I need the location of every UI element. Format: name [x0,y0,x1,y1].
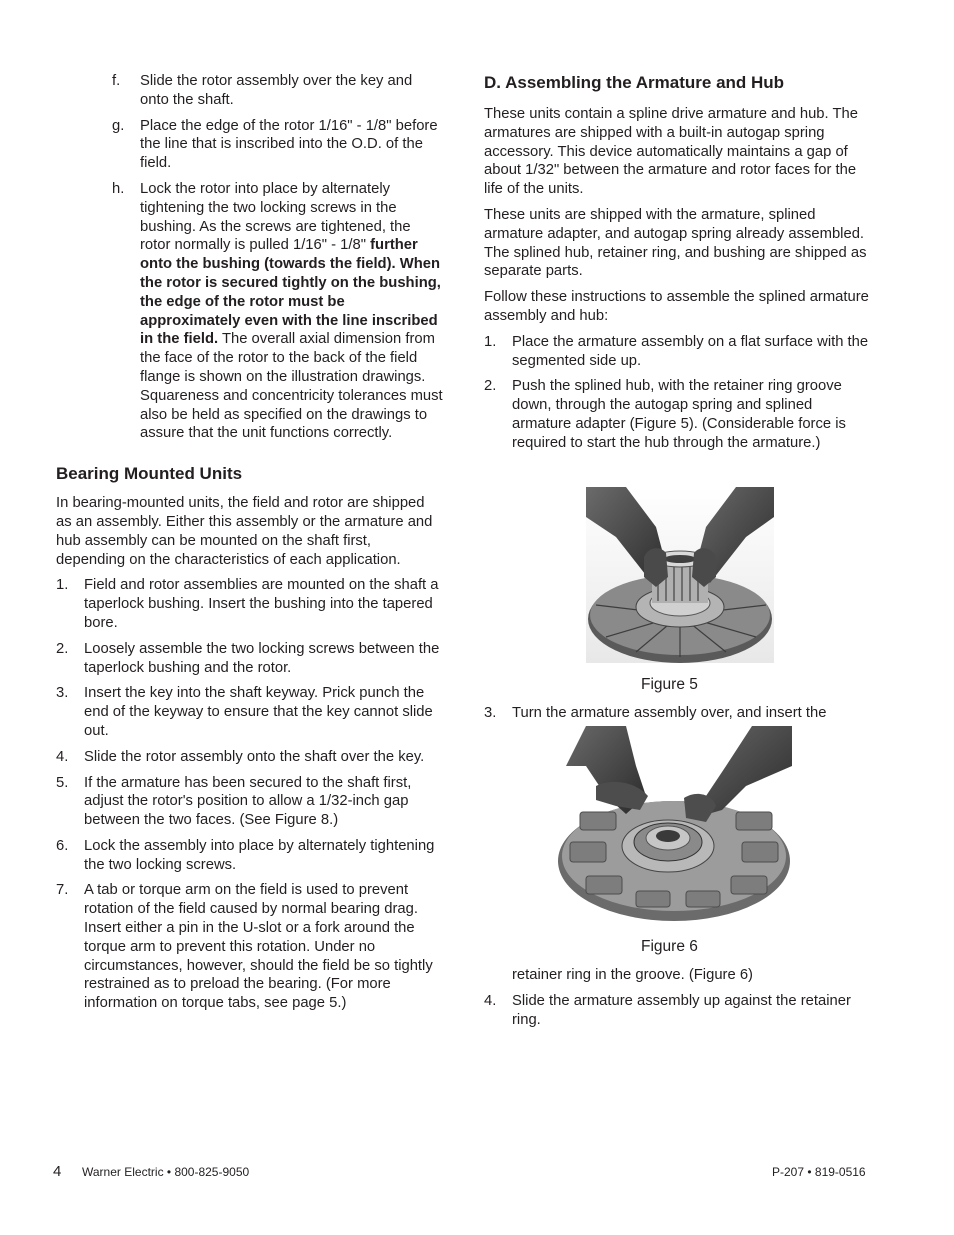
list-item [484,704,874,723]
list-item [56,748,444,767]
step-number: 1. [56,577,69,594]
list-item [56,774,444,830]
step-number: 3. [484,705,497,721]
step-number: 4. [484,992,497,1009]
intro-paragraph: In bearing-mounted units, the field and rotor are shipped as an assembly. Either this assembly or the armature and hub assembly can be mounted on the shaft first, depending on the characteristics of each application. [56,495,433,568]
step-text: Lock the rotor into place by alternately tightening the two locking screws in the bushing. As the screws are tightened, the rotor normally is pulled 1/16" - 1/8" [140,180,411,254]
step-text: Slide the rotor assembly onto the shaft over the key. [84,748,425,765]
list-item [112,72,444,110]
step-text: Slide the rotor assembly over the key and onto the shaft. [140,73,413,108]
list-item [56,684,444,740]
list-item [112,180,444,443]
armature-hub-illustration [586,487,774,663]
step-3-continuation [484,966,874,1036]
list-item [484,333,874,371]
step-text: Turn the armature assembly over, and insert the [512,705,827,721]
figure-5-caption: Figure 5 [641,676,698,693]
step-text: Lock the assembly into place by alternately tightening the two locking screws. [84,837,435,873]
list-item [56,881,444,1013]
step-label: f. [112,73,121,89]
step-text: Slide the armature assembly up against the retainer ring. [512,992,851,1028]
figure-5-photo [586,487,774,663]
paragraph: These units are shipped with the armature, splined armature adapter, and autogap spring already assembled. The splined hub, retainer ring, and bushing are shipped as separate parts. [484,206,867,280]
footer-company: Warner Electric • 800-825-9050 [82,1165,250,1179]
step-number: 1. [484,333,497,350]
list-item [112,117,444,173]
step-text: A tab or torque arm on the field is used to prevent rotation of the field caused by normal bearing drag. Insert either a pin in the U-slot or a fork around the torque arm to prevent this rotation. Under no circumstances, however, should the field be so tightly restrained as to preload the bearing. (For more information on torque tabs, see page 5.) [84,882,433,1012]
figure-6-photo [556,726,792,922]
left-column [56,72,444,1020]
list-item [56,837,444,875]
list-item [56,640,444,678]
list-item [484,377,874,452]
step-text: Field and rotor assemblies are mounted on the shaft a taperlock bushing. Insert the bushing into the tapered bore. [84,577,439,631]
figure-6-caption: Figure 6 [641,938,698,955]
step-text: retainer ring in the groove. (Figure 6) [512,967,753,983]
step-text: Loosely assemble the two locking screws between the taperlock bushing and the rotor. [84,640,440,676]
step-text: The overall axial dimension from the face of the rotor to the back of the field flange is shown on the illustration drawings. Squareness and concentricity tolerances must also be held as specified on the drawings to assure that the unit functions correctly. [140,331,443,442]
retainer-ring-illustration [556,726,792,922]
right-column [484,72,874,460]
step-label: h. [112,180,125,197]
step-label: g. [112,117,125,134]
footer-doc-code: P-207 • 819-0516 [772,1165,866,1179]
step-text: Place the armature assembly on a flat surface with the segmented side up. [512,333,869,369]
step-number: 5. [56,774,69,791]
step-number: 2. [484,378,497,395]
step-text: Place the edge of the rotor 1/16" - 1/8" before the line that is inscribed into the O.D. of the field. [140,117,438,172]
step-text: Insert the key into the shaft keyway. Prick punch the end of the keyway to ensure that the key cannot slide out. [84,685,433,739]
step-number: 7. [56,882,69,899]
paragraph: These units contain a spline drive armature and hub. The armatures are shipped with a built-in autogap spring accessory. This device automatically maintains a gap of about 1/32" between the armature and rotor faces for the life of the units. [484,106,858,198]
step-number: 2. [56,640,69,657]
step-text: Push the splined hub, with the retainer ring groove down, through the autogap spring and splined armature adapter (Figure 5). (Considerable force is required to start the hub through the armature.) [512,378,846,451]
step-3-line [484,704,874,723]
lettered-steps [56,72,444,443]
step-text: If the armature has been secured to the shaft first, adjust the rotor's position to allow a 1/32-inch gap between the two faces. (See Figure 8.) [84,774,412,829]
section-heading: D. Assembling the Armature and Hub [484,73,785,92]
list-item [56,576,444,632]
section-heading: Bearing Mounted Units [56,464,243,484]
page-number: 4 [53,1163,62,1180]
list-item [484,992,874,1030]
step-text-bold: further onto the bushing (towards the field). When the rotor is secured tightly on the bushing, the edge of the rotor must be approximately even with the line inscribed in the field. [140,237,441,348]
paragraph: Follow these instructions to assemble the splined armature assembly and hub: [484,289,869,324]
step-number: 4. [56,748,69,765]
numbered-steps [56,576,444,1013]
step-number: 3. [56,685,69,702]
step-number: 6. [56,837,69,854]
